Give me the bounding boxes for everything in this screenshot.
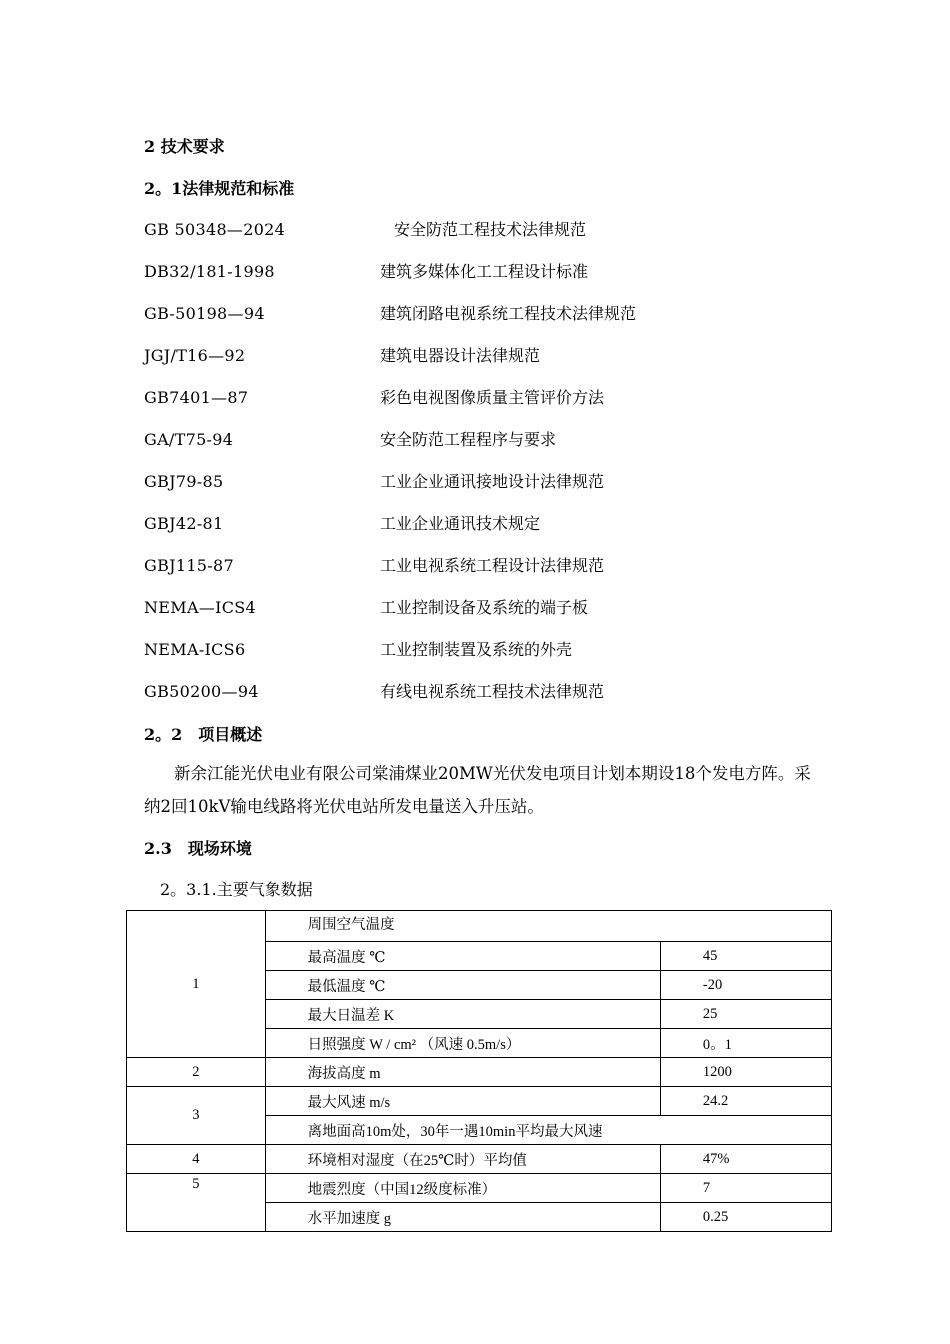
item-cell [265,911,831,942]
item-label: 日照强度 W / cm² （风速 0.5m/s） [307,1036,521,1053]
item-label: 离地面高10m处，30年一遇10min平均最大风速 [307,1123,603,1140]
standard-name: 建筑闭路电视系统工程技术法律规范 [380,304,637,323]
item-value: -20 [702,976,723,993]
item-cell [265,1058,660,1087]
item-cell [265,1203,660,1232]
section-title: 2 技术要求 [144,137,225,156]
standard-name: 工业企业通讯技术规定 [380,514,541,533]
subsection-title-environment: 2.3 现场环境 [144,839,252,858]
item-cell [265,1174,660,1203]
standard-code: DB32/181-1998 [144,262,275,281]
item-value: 7 [702,1179,711,1196]
table-row [127,911,832,942]
standard-code: NEMA—ICS4 [144,598,257,617]
item-value: 0。1 [702,1036,732,1053]
standard-name: 安全防范工程技术法律规范 [394,220,587,239]
standard-code: NEMA-ICS6 [144,640,246,659]
item-value: 25 [702,1005,718,1022]
table-row [127,1087,832,1116]
standard-code: GB 50348—2024 [144,220,286,239]
item-cell [265,942,660,971]
table-row [127,1058,832,1087]
item-value: 47% [702,1150,730,1167]
value-cell [660,971,831,1000]
standard-name: 工业控制设备及系统的端子板 [380,598,589,617]
table-row [127,1145,832,1174]
subsection-title-overview: 2。2 项目概述 [144,725,263,744]
item-cell [265,1000,660,1029]
weather-data-subtitle: 2。3.1.主要气象数据 [160,880,313,899]
standard-name: 工业控制装置及系统的外壳 [380,640,573,659]
standard-name: 工业电视系统工程设计法律规范 [380,556,605,575]
standard-name: 有线电视系统工程技术法律规范 [380,682,605,701]
row-index-cell: 1 [127,911,266,1058]
row-index-cell: 4 [127,1145,266,1174]
table-row [127,1174,832,1203]
item-cell [265,971,660,1000]
value-cell [660,1145,831,1174]
standard-code: GBJ42-81 [144,514,224,533]
value-cell [660,1203,831,1232]
item-cell [265,1116,831,1145]
standard-name: 彩色电视图像质量主管评价方法 [380,388,605,407]
item-label: 水平加速度 g [307,1210,391,1227]
value-cell [660,1000,831,1029]
standard-code: GBJ115-87 [144,556,234,575]
standard-name: 建筑电器设计法律规范 [380,346,541,365]
item-label: 海拔高度 m [307,1065,381,1082]
standard-code: GB50200—94 [144,682,259,701]
subsection-title-standards: 2。1法律规范和标准 [144,179,295,198]
item-value: 45 [702,947,718,964]
standard-name: 工业企业通讯接地设计法律规范 [380,472,605,491]
item-value: 24.2 [702,1092,729,1109]
item-label: 最高温度 ℃ [307,949,386,966]
row-index-cell: 2 [127,1058,266,1087]
overview-text: 新余江能光伏电业有限公司棠浦煤业20MW光伏发电项目计划本期设18个发电方阵。采纳2回10kV输电线路将光伏电站所发电量送入升压站。 [144,764,811,816]
item-label: 最低温度 ℃ [307,978,386,995]
standard-code: JGJ/T16—92 [144,346,246,365]
item-label: 周围空气温度 [307,917,395,933]
item-value: 0.25 [702,1208,729,1225]
item-value: 1200 [702,1063,732,1080]
value-cell [660,1058,831,1087]
item-cell [265,1029,660,1058]
overview-paragraph [144,757,824,823]
standard-code: GBJ79-85 [144,472,224,491]
row-index-cell: 3 [127,1087,266,1145]
item-label: 最大风速 m/s [307,1094,391,1111]
item-label: 地震烈度（中国12级度标准） [307,1181,497,1198]
weather-data-table [126,910,832,1232]
item-cell [265,1145,660,1174]
row-index-cell: 5 [127,1174,266,1232]
standard-name: 安全防范工程程序与要求 [380,430,557,449]
item-label: 环境相对湿度（在25℃时）平均值 [307,1152,527,1169]
value-cell [660,1087,831,1116]
standard-code: GB7401—87 [144,388,249,407]
value-cell [660,942,831,971]
standard-code: GB-50198—94 [144,304,265,323]
value-cell [660,1174,831,1203]
item-cell [265,1087,660,1116]
standard-code: GA/T75-94 [144,430,234,449]
value-cell [660,1029,831,1058]
standard-name: 建筑多媒体化工工程设计标准 [380,262,589,281]
item-label: 最大日温差 K [307,1007,395,1024]
